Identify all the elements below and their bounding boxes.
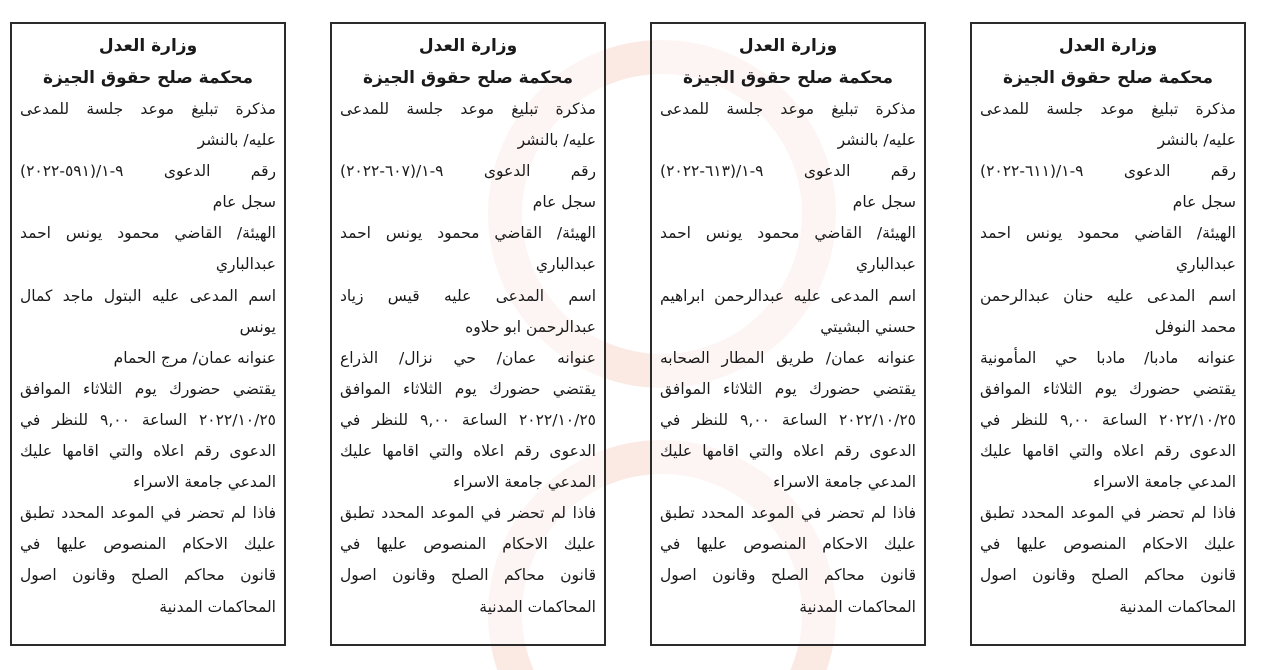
ministry-heading: وزارة العدل [98, 36, 198, 56]
notice-text-line: ٢٠٢٢/١٠/٢٥ الساعة ٩,٠٠ للنظر في [20, 410, 276, 429]
court-notice-box [970, 22, 1246, 646]
notice-text-line: رقم الدعوى ٩-١/(٦٠٧-٢٠٢٢) [340, 162, 596, 181]
court-heading: محكمة صلح حقوق الجيزة [1002, 68, 1214, 88]
court-notice-box [650, 22, 926, 646]
notice-text-line: مذكرة تبليغ موعد جلسة للمدعى [340, 100, 596, 118]
notice-text-line: يقتضي حضورك يوم الثلاثاء الموافق [340, 379, 596, 398]
notice-text-line: ٢٠٢٢/١٠/٢٥ الساعة ٩,٠٠ للنظر في [980, 410, 1236, 429]
notice-text-line: عليك الاحكام المنصوص عليها في [660, 535, 916, 554]
notice-text-line: الهيئة/ القاضي محمود يونس احمد [340, 224, 596, 243]
notice-text-line: اسم المدعى عليه البتول ماجد كمال [20, 286, 276, 305]
notice-text-line: الدعوى رقم اعلاه والتي اقامها عليك [20, 442, 276, 461]
notice-text-line: عليك الاحكام المنصوص عليها في [340, 535, 596, 554]
notice-text-line: يقتضي حضورك يوم الثلاثاء الموافق [980, 379, 1236, 398]
notice-text-line: الدعوى رقم اعلاه والتي اقامها عليك [980, 442, 1236, 461]
notice-text-line: رقم الدعوى ٩-١/(٥٩١-٢٠٢٢) [20, 162, 276, 181]
notice-text-line: المدعي جامعة الاسراء [453, 473, 596, 492]
notice-text-line: مذكرة تبليغ موعد جلسة للمدعى [980, 100, 1236, 118]
notice-text-line: عنوانه مادبا/ مادبا حي المأمونية [980, 348, 1236, 367]
notice-text-line: الدعوى رقم اعلاه والتي اقامها عليك [340, 442, 596, 461]
notice-text-line: عبدالباري [215, 255, 276, 274]
ministry-heading: وزارة العدل [1058, 36, 1158, 56]
notice-text-line: عليه/ بالنشر [517, 131, 596, 150]
notice-text-line: الهيئة/ القاضي محمود يونس احمد [20, 224, 276, 243]
notice-text-line: قانون محاكم الصلح وقانون اصول [20, 566, 276, 585]
notice-text-line: عبدالباري [1175, 255, 1236, 274]
notice-text-line: رقم الدعوى ٩-١/(٦١١-٢٠٢٢) [980, 162, 1236, 181]
notice-text-line: اسم المدعى عليه عبدالرحمن ابراهيم [660, 286, 916, 305]
notice-text-line: فاذا لم تحضر في الموعد المحدد تطبق [660, 504, 916, 523]
notice-text-line: عليك الاحكام المنصوص عليها في [20, 535, 276, 554]
notice-text-line: قانون محاكم الصلح وقانون اصول [660, 566, 916, 585]
notice-text-line: عنوانه عمان/ حي نزال/ الذراع [340, 348, 596, 367]
notice-text-line: ٢٠٢٢/١٠/٢٥ الساعة ٩,٠٠ للنظر في [660, 410, 916, 429]
notice-text-line: عنوانه عمان/ مرج الحمام [113, 348, 276, 367]
notice-text-line: عبدالرحمن ابو حلاوه [465, 317, 596, 336]
court-notice-box [330, 22, 606, 646]
court-heading: محكمة صلح حقوق الجيزة [362, 68, 574, 88]
notice-text-line: فاذا لم تحضر في الموعد المحدد تطبق [340, 504, 596, 523]
court-heading: محكمة صلح حقوق الجيزة [682, 68, 894, 88]
notice-text-line: المدعي جامعة الاسراء [773, 473, 916, 492]
ministry-heading: وزارة العدل [738, 36, 838, 56]
notice-text-line: يقتضي حضورك يوم الثلاثاء الموافق [20, 379, 276, 398]
court-heading: محكمة صلح حقوق الجيزة [42, 68, 254, 88]
notice-text-line: قانون محاكم الصلح وقانون اصول [340, 566, 596, 585]
notice-text-line: الدعوى رقم اعلاه والتي اقامها عليك [660, 442, 916, 461]
notice-text-line: يونس [239, 317, 276, 336]
notice-text-line: المدعي جامعة الاسراء [1093, 473, 1236, 492]
notice-text-line: مذكرة تبليغ موعد جلسة للمدعى [20, 100, 276, 118]
notice-text-line: ٢٠٢٢/١٠/٢٥ الساعة ٩,٠٠ للنظر في [340, 410, 596, 429]
notice-text-line: قانون محاكم الصلح وقانون اصول [980, 566, 1236, 585]
ministry-heading: وزارة العدل [418, 36, 518, 56]
notice-text-line: المحاكمات المدنية [159, 597, 276, 616]
notice-text-line: المحاكمات المدنية [1119, 597, 1236, 616]
notice-text-line: سجل عام [852, 193, 916, 212]
notice-text-line: محمد النوفل [1154, 317, 1236, 336]
notice-text-line: اسم المدعى عليه قيس زياد [340, 286, 596, 305]
notice-text-line: عبدالباري [535, 255, 596, 274]
notice-text-line: المحاكمات المدنية [479, 597, 596, 616]
notice-text-line: سجل عام [212, 193, 276, 212]
court-notice-box [10, 22, 286, 646]
notice-text-line: سجل عام [1172, 193, 1236, 212]
notice-text-line: فاذا لم تحضر في الموعد المحدد تطبق [20, 504, 276, 523]
notice-text-line: عبدالباري [855, 255, 916, 274]
notice-text-line: المحاكمات المدنية [799, 597, 916, 616]
notice-text-line: عليك الاحكام المنصوص عليها في [980, 535, 1236, 554]
notice-text-line: عليه/ بالنشر [1157, 131, 1236, 150]
notice-text-line: سجل عام [532, 193, 596, 212]
notice-text-line: عليه/ بالنشر [197, 131, 276, 150]
notice-text-line: الهيئة/ القاضي محمود يونس احمد [980, 224, 1236, 243]
notice-text-line: عنوانه عمان/ طريق المطار الصحابه [660, 348, 916, 367]
notice-text-line: يقتضي حضورك يوم الثلاثاء الموافق [660, 379, 916, 398]
notice-text-line: حسني البشيتي [820, 317, 916, 336]
notice-text-line: المدعي جامعة الاسراء [133, 473, 276, 492]
notice-text-line: رقم الدعوى ٩-١/(٦١٣-٢٠٢٢) [660, 162, 916, 181]
notice-text-line: عليه/ بالنشر [837, 131, 916, 150]
notice-text-line: مذكرة تبليغ موعد جلسة للمدعى [660, 100, 916, 118]
notice-text-line: الهيئة/ القاضي محمود يونس احمد [660, 224, 916, 243]
notice-text-line: اسم المدعى عليه حنان عبدالرحمن [980, 286, 1236, 305]
notice-text-line: فاذا لم تحضر في الموعد المحدد تطبق [980, 504, 1236, 523]
